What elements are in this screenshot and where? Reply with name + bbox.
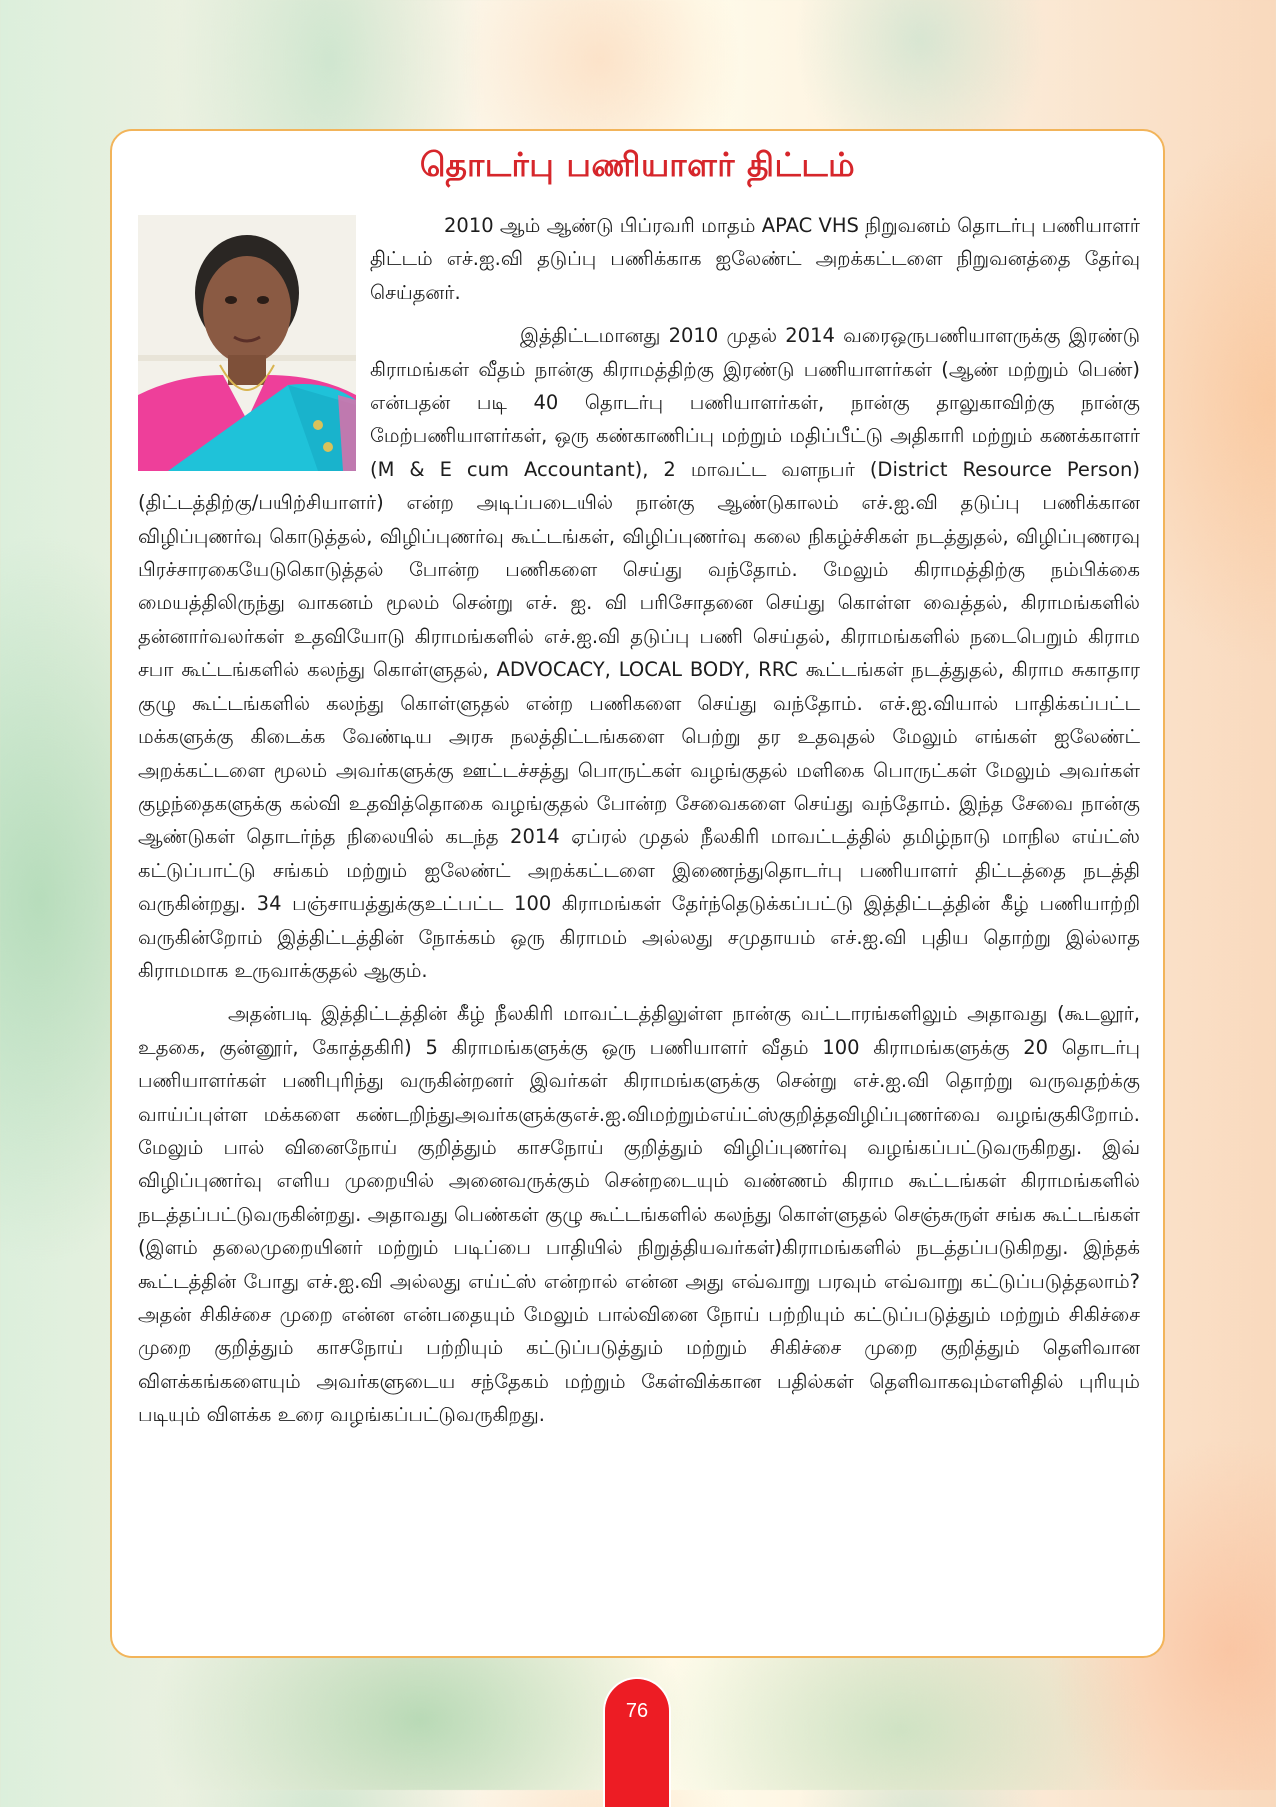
content-card: [110, 129, 1165, 1658]
page-title: தொடர்பு பணியாளர் திட்டம்: [419, 145, 856, 184]
paragraph-activities: அதன்படி இத்திட்டத்தின் கீழ் நீலகிரி மாவட்டத்திலுள்ள நான்கு வட்டாரங்களிலும் அதாவது (கூடலூர், உதகை, குன்னூர், கோத்தகிரி) 5 கிராமங்களுக்கு ஒரு பணியாளர் வீதம் 100 கிராமங்களுக்கு 20 தொடர்பு பணியாளர்கள் பணிபுரிந்து வருகின்றனர் இவர்கள் கிராமங்களுக்கு சென்று எச்.ஐ.வி தொற்று வருவதற்க்கு வாய்ப்புள்ள மக்களை கண்டறிந்துஅவர்களுக்குஎச்.ஐ.விமற்றும்எய்ட்ஸ்குறித்தவிழிப்புணர்வை வழங்குகிறோம். மேலும் பால் வினைநோய் குறித்தும் காசநோய் குறித்தும் விழிப்புணர்வு வழங்கப்பட்டுவருகிறது. இவ் விழிப்புணர்வு எளிய முறையில் அனைவருக்கும் சென்றடையும் வண்ணம் கிராம கூட்டங்கள் கிராமங்களில் நடத்தப்பட்டுவருகின்றது. அதாவது பெண்கள் குழு கூட்டங்களில் கலந்து கொள்ளுதல் செஞ்சுருள் சங்க கூட்டங்கள் (இளம் தலைமுறையினர் மற்றும் படிப்பை பாதியில் நிறுத்தியவர்கள்)கிராமங்களில் நடத்தப்படுகிறது. இந்தக் கூட்டத்தின் போது எச்.ஐ.வி அல்லது எய்ட்ஸ் என்றால் என்ன அது எவ்வாறு பரவும் எவ்வாறு கட்டுப்படுத்தலாம்? அதன் சிகிச்சை முறை என்ன என்பதையும் மேலும் பால்வினை நோய் பற்றியும் கட்டுப்படுத்தும் மற்றும் சிகிச்சை முறை குறித்தும் காசநோய் பற்றியும் கட்டுப்படுத்தும் மற்றும் சிகிச்சை முறை குறித்தும் தெளிவான விளக்கங்களையும் அவர்களுடைய சந்தேகம் மற்றும் கேள்விக்கான பதில்கள் தெளிவாகவும்எளிதில் புரியும் படியும் விளக்க உரை வழங்கப்பட்டுவருகிறது.: [138, 1002, 1140, 1427]
page-number: 76: [625, 1700, 649, 1722]
article-body: [138, 209, 1140, 1442]
paragraph-intro: 2010 ஆம் ஆண்டு பிப்ரவரி மாதம் APAC VHS நிறுவனம் தொடர்பு பணியாளர் திட்டம் எச்.ஐ.வி தடுப்பு பணிக்காக ஐலேண்ட் அறக்கட்டளை நிறுவனத்தை தேர்வு செய்தனர்.: [370, 214, 1140, 304]
page-number-tab: [603, 1677, 671, 1807]
paragraph-history: இத்திட்டமானது 2010 முதல் 2014 வரைஒருபணியாளருக்கு இரண்டு கிராமங்கள் வீதம் நான்கு கிராமத்திற்கு இரண்டு பணியாளர்கள் (ஆண் மற்றும் பெண்) என்பதன் படி 40 தொடர்பு பணியாளர்கள், நான்கு தாலுகாவிற்கு நான்கு மேற்பணியாளர்கள், ஒரு கண்காணிப்பு மற்றும் மதிப்பீட்டு அதிகாரி மற்றும் கணக்காளர் (M & E cum Accountant), 2 மாவட்ட வளநபர் (District Resource Person) (திட்டத்திற்கு/பயிற்சியாளர்) என்ற அடிப்படையில் நான்கு ஆண்டுகாலம் எச்.ஐ.வி தடுப்பு பணிக்கான விழிப்புணர்வு கொடுத்தல், விழிப்புணர்வு கூட்டங்கள், விழிப்புணர்வு கலை நிகழ்ச்சிகள் நடத்துதல், விழிப்புணரவு பிரச்சாரகையேடுகொடுத்தல் போன்ற பணிகளை செய்து வந்தோம். மேலும் கிராமத்திற்கு நம்பிக்கை மையத்திலிருந்து வாகனம் மூலம் சென்று எச். ஐ. வி பரிசோதனை செய்து கொள்ள வைத்தல், கிராமங்களில் தன்னார்வலர்கள் உதவியோடு கிராமங்களில் எச்.ஐ.வி தடுப்பு பணி செய்தல், கிராமங்களில் நடைபெறும் கிராம சபா கூட்டங்களில் கலந்து கொள்ளுதல், ADVOCACY, LOCAL BODY, RRC கூட்டங்கள் நடத்துதல், கிராம சுகாதார குழு கூட்டங்களில் கலந்து கொள்ளுதல் என்ற பணிகளை செய்து வந்தோம். எச்.ஐ.வியால் பாதிக்கப்பட்ட மக்களுக்கு கிடைக்க வேண்டிய அரசு நலத்திட்டங்களை பெற்று தர உதவுதல் மேலும் எங்கள் ஐலேண்ட் அறக்கட்டளை மூலம் அவர்களுக்கு ஊட்டச்சத்து பொருட்கள் வழங்குதல் மளிகை பொருட்கள் மேலும் அவர்கள் குழந்தைகளுக்கு கல்வி உதவித்தொகை வழங்குதல் போன்ற சேவைகளை செய்து வந்தோம். இந்த சேவை நான்கு ஆண்டுகள் தொடர்ந்த நிலையில் கடந்த 2014 ஏப்ரல் முதல் நீலகிரி மாவட்டத்தில் தமிழ்நாடு மாநில எய்ட்ஸ் கட்டுப்பாட்டு சங்கம் மற்றும் ஐலேண்ட் அறக்கட்டளை இணைந்துதொடர்பு பணியாளர் திட்டத்தை நடத்தி வருகின்றது. 34 பஞ்சாயத்துக்குஉட்பட்ட 100 கிராமங்கள் தேர்ந்தெடுக்கப்பட்டு இத்திட்டத்தின் கீழ் பணியாற்றி வருகின்றோம் இத்திட்டத்தின் நோக்கம் ஒரு கிராமம் அல்லது சமுதாயம் எச்.ஐ.வி புதிய தொற்று இல்லாத கிராமமாக உருவாக்குதல் ஆகும்.: [138, 324, 1140, 982]
